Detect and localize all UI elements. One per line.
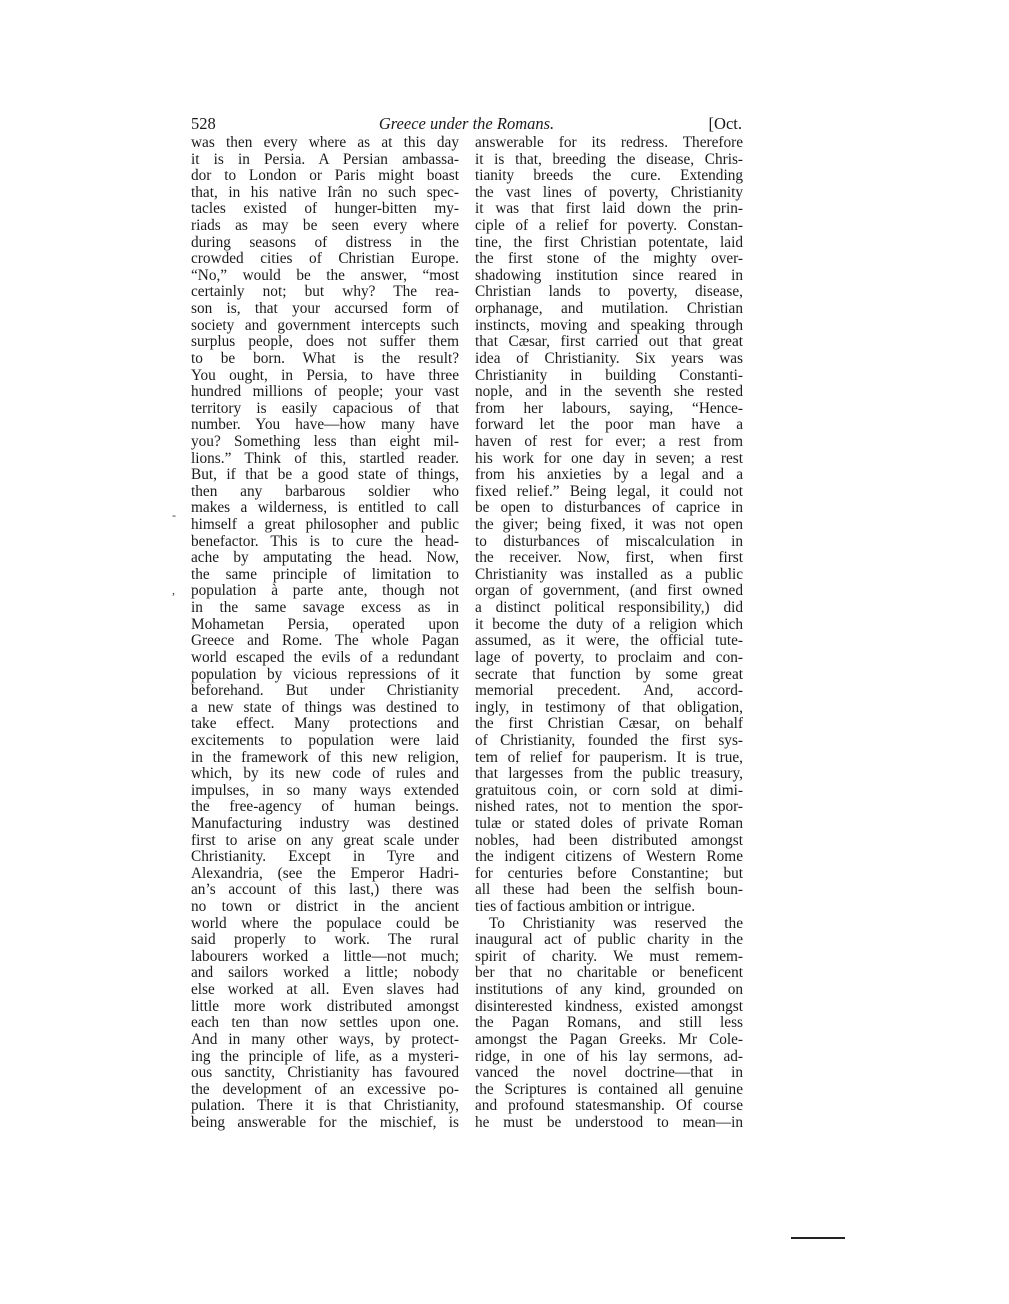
text-line: surplus people, does not suffer them (191, 333, 459, 351)
text-line: all these had been the selfish boun- (475, 881, 743, 899)
text-line: society and government intercepts such (191, 316, 459, 334)
text-line: Christianity in building Constanti- (475, 366, 743, 384)
text-line: the Pagan Romans, and still less (475, 1014, 743, 1032)
text-line: himself a great philosopher and public (191, 516, 459, 534)
text-line: population à parte ante, though not (191, 582, 459, 600)
text-line: nobles, had been distributed amongst (475, 831, 743, 849)
text-line: ing the principle of life, as a mysteri- (191, 1047, 459, 1065)
text-line: in the same savage excess as in (191, 599, 459, 617)
text-line: which, by its new code of rules and (191, 765, 459, 783)
text-line: tine, the first Christian potentate, laid (475, 233, 743, 251)
text-line: nished rates, not to mention the spor- (475, 798, 743, 816)
text-line: from her labours, saying, “Hence- (475, 399, 743, 417)
text-line: tacles existed of hunger-bitten my- (191, 200, 459, 218)
page-number: 528 (191, 114, 216, 133)
text-line: it is in Persia. A Persian ambassa- (191, 150, 459, 168)
text-line: riads as may be seen every where (191, 217, 459, 235)
text-line: tianity breeds the cure. Extending (475, 167, 743, 185)
text-line: first to arise on any great scale under (191, 831, 459, 849)
text-line: to be born. What is the result? (191, 349, 459, 367)
text-line: being answerable for the mischief, is (191, 1113, 459, 1131)
text-line: secrate that function by some great (475, 665, 743, 683)
text-line: said properly to work. The rural (191, 931, 459, 949)
month-marker: [Oct. (708, 114, 742, 133)
margin-mark: , (172, 583, 175, 597)
text-line: And in many other ways, by protect- (191, 1030, 459, 1048)
text-line: ache by amputating the head. Now, (191, 549, 459, 567)
text-line: territory is easily capacious of that (191, 399, 459, 417)
text-line: in the framework of this new religion, (191, 748, 459, 766)
text-line: hundred millions of people; your vast (191, 383, 459, 401)
text-line: that Cæsar, first carried out that great (475, 333, 743, 351)
text-line: each ten than now settles upon one. (191, 1014, 459, 1032)
text-line: else worked at all. Even slaves had (191, 981, 459, 999)
text-line: an’s account of this last,) there was (191, 881, 459, 899)
text-line: ous sanctity, Christianity has favoured (191, 1064, 459, 1082)
text-line: institutions of any kind, grounded on (475, 981, 743, 999)
text-line: the Scriptures is contained all genuine (475, 1080, 743, 1098)
text-line: the first Christian Cæsar, on behalf (475, 715, 743, 733)
text-line: was then every where as at this day (191, 134, 459, 151)
text-line: ber that no charitable or beneficent (475, 964, 743, 982)
text-line: ridge, in one of his lay sermons, ad- (475, 1047, 743, 1065)
text-line: vanced the novel doctrine—that in (475, 1064, 743, 1082)
text-line: nople, and in the seventh she rested (475, 383, 743, 401)
text-line: little more work distributed amongst (191, 997, 459, 1015)
text-line: lions.” Think of this, startled reader. (191, 449, 459, 467)
text-line: it was that first laid down the prin- (475, 200, 743, 218)
text-line: certainly not; but why? The rea- (191, 283, 459, 301)
text-line: ciple of a relief for poverty. Constan- (475, 217, 743, 235)
text-line: fixed relief.” Being legal, it could not (475, 482, 743, 500)
text-line: no town or district in the ancient (191, 898, 459, 916)
text-line: But, if that be a good state of things, (191, 466, 459, 484)
text-line: of Christianity, founded the first sys- (475, 731, 743, 749)
text-line: Alexandria, (see the Emperor Hadri- (191, 864, 459, 882)
text-line: and profound statesmanship. Of course (475, 1097, 743, 1115)
text-line: during seasons of distress in the (191, 233, 459, 251)
text-line: to disturbances of miscalculation in (475, 532, 743, 550)
text-line: Christianity was installed as a public (475, 565, 743, 583)
text-line: a distinct political responsibility,) did (475, 599, 743, 617)
text-line: be open to disturbances of caprice in (475, 499, 743, 517)
text-line: Manufacturing industry was destined (191, 814, 459, 832)
text-line: inaugural act of public charity in the (475, 931, 743, 949)
running-title: Greece under the Romans. (378, 114, 555, 133)
text-line: gratuitous coin, or corn sold at dimi- (475, 781, 743, 799)
text-line: lage of poverty, to proclaim and con- (475, 648, 743, 666)
text-line: the vast lines of poverty, Christianity (475, 183, 743, 201)
text-line: benefactor. This is to cure the head- (191, 532, 459, 550)
text-line: forward let the poor man have a (475, 416, 743, 434)
text-line: instincts, moving and speaking through (475, 316, 743, 334)
text-line: take effect. Many protections and (191, 715, 459, 733)
text-line: that largesses from the public treasury, (475, 765, 743, 783)
text-line: from his anxieties by a legal and a (475, 466, 743, 484)
text-line: the receiver. Now, first, when first (475, 549, 743, 567)
text-line: world where the populace could be (191, 914, 459, 932)
text-line: ties of factious ambition or intrigue. (475, 898, 696, 916)
text-line: Mohametan Persia, operated upon (191, 615, 459, 633)
text-line: it become the duty of a religion which (475, 615, 743, 633)
text-line: “No,” would be the answer, “most (191, 266, 459, 284)
text-line: world escaped the evils of a redundant (191, 648, 459, 666)
text-line: ingly, in testimony of that obligation, (475, 698, 743, 716)
text-line: a new state of things was destined to (191, 698, 459, 716)
text-line: orphanage, and mutilation. Christian (475, 300, 743, 318)
text-line: spirit of charity. We must remem- (475, 947, 743, 965)
text-line: organ of government, (and first owned (475, 582, 743, 600)
text-line: the same principle of limitation to (191, 565, 459, 583)
text-line: Christian lands to poverty, disease, (475, 283, 743, 301)
text-line: son is, that your accursed form of (191, 300, 459, 318)
text-line: the first stone of the mighty over- (475, 250, 743, 268)
text-line: assumed, as it were, the official tute- (475, 632, 743, 650)
text-line: crowded cities of Christian Europe. (191, 250, 459, 268)
text-line: beforehand. But under Christianity (191, 682, 459, 700)
footer-rule (791, 1237, 845, 1239)
text-line: that, in his native Irân no such spec- (191, 183, 459, 201)
text-line: excitements to population were laid (191, 731, 459, 749)
text-line: you? Something less than eight mil- (191, 432, 459, 450)
text-line: disinterested kindness, existed amongst (475, 997, 743, 1015)
text-line: You ought, in Persia, to have three (191, 366, 459, 384)
text-line: pulation. There it is that Christianity, (191, 1097, 459, 1115)
text-line: for centuries before Constantine; but (475, 864, 743, 882)
text-line: the indigent citizens of Western Rome (475, 848, 743, 866)
margin-mark: - (172, 508, 176, 522)
text-line: the development of an excessive po- (191, 1080, 459, 1098)
text-line: shadowing institution since reared in (475, 266, 743, 284)
text-line: tulæ or stated doles of private Roman (475, 814, 743, 832)
text-line: the giver; being fixed, it was not open (475, 516, 743, 534)
text-line: population by vicious repressions of it (191, 665, 459, 683)
text-line: makes a wilderness, is entitled to call (191, 499, 459, 517)
text-line: impulses, in so many ways extended (191, 781, 459, 799)
right-column (475, 135, 743, 1132)
text-line: his work for one day in seven; a rest (475, 449, 743, 467)
text-line: idea of Christianity. Six years was (475, 349, 743, 367)
text-line: answerable for its redress. Therefore (475, 134, 743, 151)
text-line: labourers worked a little—not much; (191, 947, 459, 965)
text-line: dor to London or Paris might boast (191, 167, 459, 185)
text-line: Christianity. Except in Tyre and (191, 848, 459, 866)
text-line: amongst the Pagan Greeks. Mr Cole- (475, 1030, 743, 1048)
text-line: haven of rest for ever; a rest from (475, 432, 743, 450)
text-line: To Christianity was reserved the (489, 914, 743, 932)
text-line: number. You have—how many have (191, 416, 459, 434)
text-line: he must be understood to mean—in (475, 1113, 743, 1131)
text-line: Greece and Rome. The whole Pagan (191, 632, 459, 650)
text-line: then any barbarous soldier who (191, 482, 459, 500)
left-column (191, 135, 459, 1132)
text-line: the free-agency of human beings. (191, 798, 459, 816)
text-line: it is that, breeding the disease, Chris- (475, 150, 743, 168)
page-header (191, 113, 742, 135)
text-line: tem of relief for pauperism. It is true, (475, 748, 743, 766)
text-line: memorial precedent. And, accord- (475, 682, 743, 700)
text-line: and sailors worked a little; nobody (191, 964, 459, 982)
